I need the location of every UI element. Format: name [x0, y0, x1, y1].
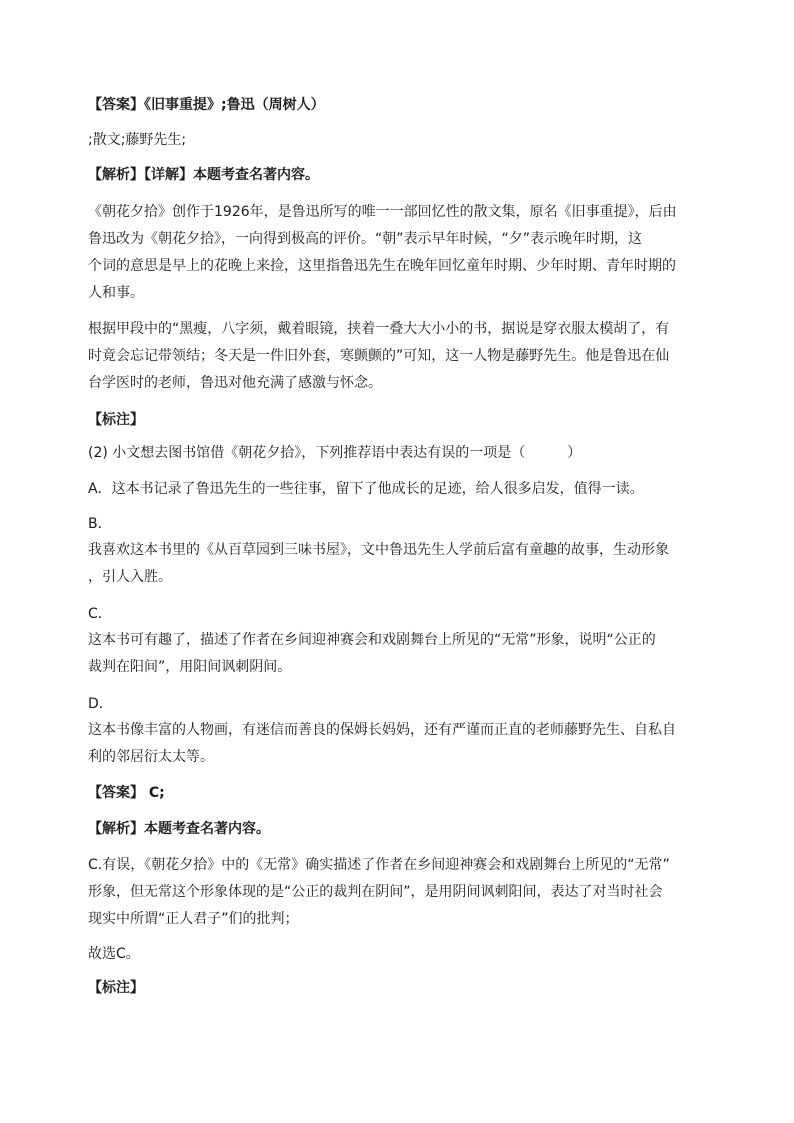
analysis-paragraph-1-line-2: 鲁迅改为《朝花夕拾》，一向得到极高的评价。“朝”表示早年时候，“夕”表示晚年时期，这 [88, 231, 643, 247]
analysis-2-line-2: 形象，但无常这个形象体现的是“公正的裁判在阴间”，是用阴间讽刺阳间，表达了对当时社会 [88, 884, 663, 900]
option-d-line-1: 这本书像丰富的人物画，有迷信而善良的保姆长妈妈，还有严谨而正直的老师藤野先生、自私自 [88, 722, 676, 738]
analysis-2-heading: 【解析】本题考查名著内容。 [88, 821, 270, 837]
analysis-paragraph-2-line-1: 根据甲段中的“黑瘦，八字须，戴着眼镜，挟着一叠大大小小的书，据说是穿衣服太模胡了，有 [88, 321, 670, 337]
option-b-line-2: ，引人入胜。 [88, 569, 172, 585]
option-c-line-2: 裁判在阳间”，用阳间讽刺阴间。 [88, 659, 292, 675]
analysis-paragraph-1-line-1: 《朝花夕拾》创作于1926年，是鲁迅所写的唯一一部回忆性的散文集，原名《旧事重提》，后由 [88, 204, 677, 220]
annotation-label-2: 【标注】 [88, 980, 144, 996]
annotation-label-1: 【标注】 [88, 412, 144, 428]
option-c-line-1: 这本书可有趣了，描述了作者在乡间迎神赛会和戏剧舞台上所见的“无常”形象，说明“公正的 [88, 632, 656, 648]
option-c-label: C． [88, 606, 112, 622]
option-b-line-1: 我喜欢这本书里的《从百草园到三味书屋》，文中鲁迅先生人学前后富有童趣的故事，生动形象 [88, 542, 669, 558]
analysis-paragraph-2-line-2: 时竟会忘记带领结；冬天是一件旧外套，寒颤颤的”可知，这一人物是藤野先生。他是鲁迅在仙 [88, 348, 670, 364]
option-d-line-2: 利的邻居衍太太等。 [88, 749, 214, 765]
option-a: A．这本书记录了鲁迅先生的一些往事，留下了他成长的足迹，给人很多启发，值得一读。 [88, 481, 644, 497]
option-d-label: D． [88, 696, 113, 712]
answer-line-2: ;散文;藤野先生; [88, 132, 187, 148]
analysis-paragraph-2-line-3: 台学医时的老师，鲁迅对他充满了感激与怀念。 [88, 375, 382, 391]
question-2-stem: (2) 小文想去图书馆借《朝花夕拾》，下列推荐语中表达有误的一项是（ ） [88, 445, 582, 461]
conclusion-line: 故选C。 [88, 946, 140, 962]
option-b-label: B． [88, 516, 112, 532]
analysis-2-line-1: C.有误，《朝花夕拾》中的《无常》确实描述了作者在乡间迎神赛会和戏剧舞台上所见的“无常” [88, 857, 670, 873]
analysis-2-line-3: 现实中所谓“正人君子”们的批判； [88, 911, 299, 927]
answer-2-line: 【答案】 C; [88, 785, 165, 801]
analysis-paragraph-1-line-3: 个词的意思是早上的花晚上来捡，这里指鲁迅先生在晚年回忆童年时期、少年时期、青年时期的 [88, 258, 676, 274]
analysis-heading: 【解析】【详解】本题考查名著内容。 [88, 167, 319, 183]
analysis-paragraph-1-line-4: 人和事。 [88, 285, 144, 301]
answer-line-1: 【答案】《旧事重提》;鲁迅（周树人） [88, 97, 325, 113]
